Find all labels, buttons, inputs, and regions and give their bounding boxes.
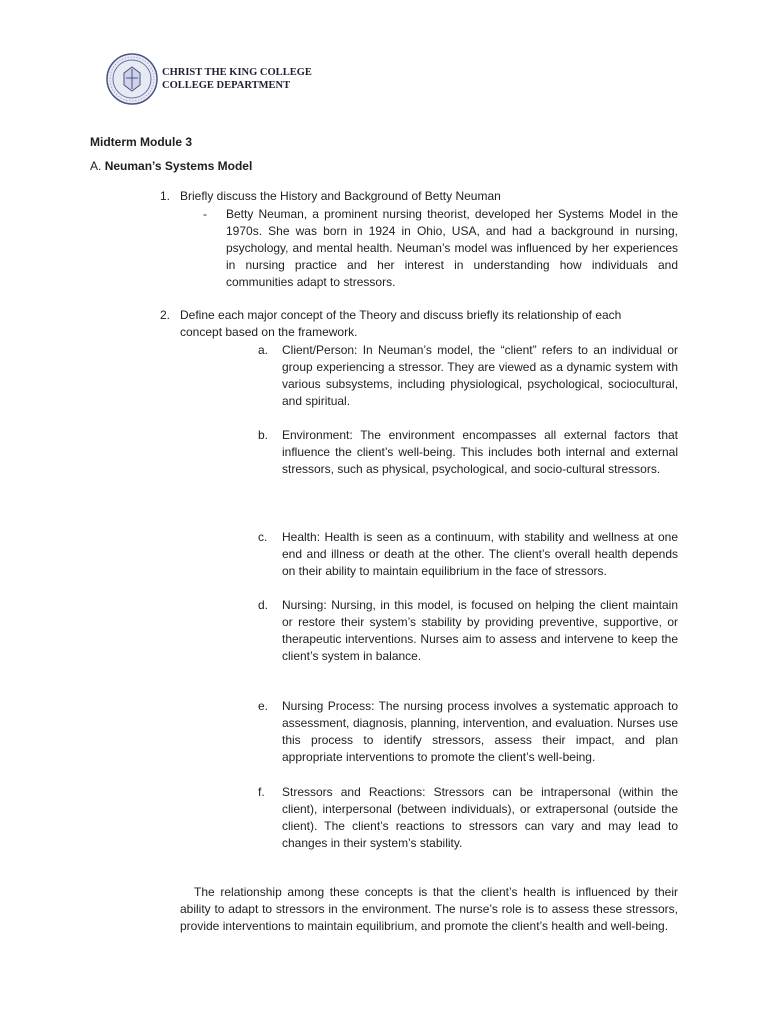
concept-letter: d. [258, 598, 269, 612]
answer-paragraph: Betty Neuman, a prominent nursing theorist, developed her Systems Model in the 1970s. She was born in 1924 in Ohio, USA, and had a background in nursing, psychology, and mental health. Neuman’s model was influenced by her experiences in nursing practice and her interest in understanding how individuals and communities adapt to stressors. [226, 207, 678, 289]
concept-text: Nursing: Nursing, in this model, is focused on helping the client maintain or restore their system’s stability by providing preventive, supportive, or therapeutic interventions. Nurses aim to assess and intervene to keep the client’s system in balance. [282, 598, 678, 663]
bullet-dash: - [203, 207, 207, 221]
concept-item [258, 597, 678, 665]
concept-item [258, 698, 678, 766]
question-text: Briefly discuss the History and Background of Betty Neuman [180, 189, 501, 203]
concept-item [258, 529, 678, 580]
concept-text: Health: Health is seen as a continuum, with stability and wellness at one end and illness or death at the other. The client’s overall health depends on their ability to maintain equilibrium in the face of stressors. [282, 530, 678, 578]
section-prefix: A. [90, 159, 102, 173]
question-number: 1. [160, 189, 171, 203]
section-title: Neuman’s Systems Model [104, 159, 253, 173]
college-name: CHRIST THE KING COLLEGE [162, 67, 312, 78]
conclusion-paragraph: The relationship among these concepts is that the client’s health is influenced by their ability to adapt to stressors in the environment. The nurse’s role is to assess these stressors, provide interventions to maintain equilibrium, and promote the client’s health and well-being. [180, 885, 678, 933]
concept-item [258, 342, 678, 410]
department-name: COLLEGE DEPARTMENT [162, 80, 291, 91]
document-header [104, 50, 334, 108]
concept-item [258, 427, 678, 478]
concept-letter: b. [258, 428, 269, 442]
concept-letter: f. [258, 785, 265, 799]
concept-text: Nursing Process: The nursing process involves a systematic approach to assessment, diagnosis, planning, intervention, and evaluation. Nurses use this process to identify stressors, assess their impact, and plan appropriate interventions to promote the client’s well-being. [282, 699, 678, 764]
college-name-block [162, 66, 312, 92]
college-seal-icon [106, 53, 158, 105]
section-heading [90, 158, 252, 175]
concept-letter: e. [258, 699, 269, 713]
question-number: 2. [160, 308, 171, 322]
module-title: Midterm Module 3 [90, 135, 193, 149]
question-1 [160, 188, 660, 205]
question-text: Define each major concept of the Theory and discuss briefly its relationship of each concept based on the framework. [180, 308, 622, 339]
concept-text: Client/Person: In Neuman’s model, the “client” refers to an individual or group experiencing a stressor. They are viewed as a dynamic system with various subsystems, including physiological, psychological, sociocultural, and spiritual. [282, 343, 678, 408]
concept-text: Stressors and Reactions: Stressors can be intrapersonal (within the client), interpersonal (between individuals), or extrapersonal (outside the client). The client’s reactions to stressors can vary and may lead to changes in their system’s stability. [282, 785, 678, 850]
concept-item [258, 784, 678, 852]
concept-letter: a. [258, 343, 269, 357]
question-2 [160, 307, 650, 341]
concept-letter: c. [258, 530, 268, 544]
concept-text: Environment: The environment encompasses all external factors that influence the client’s well-being. This includes both internal and external stressors, such as physical, psychological, and socio-cultural stressors. [282, 428, 678, 476]
